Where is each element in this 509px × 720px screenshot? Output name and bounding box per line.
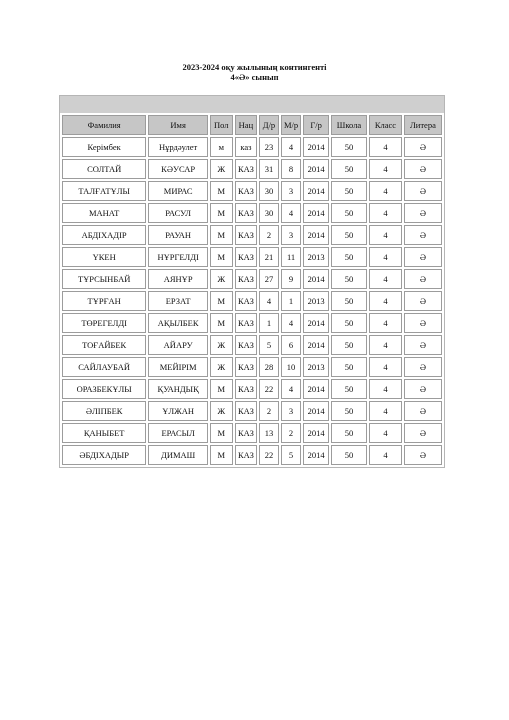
cell-name: МИРАС xyxy=(148,181,208,201)
cell-school: 50 xyxy=(331,247,367,267)
cell-birth-year: 2014 xyxy=(303,159,329,179)
cell-nationality: КАЗ xyxy=(235,335,258,355)
cell-letter: Ә xyxy=(404,335,442,355)
page-subtitle: 4«Ә» сынып xyxy=(230,72,279,82)
cell-school: 50 xyxy=(331,379,367,399)
table-row xyxy=(62,137,442,157)
cell-birth-year: 2013 xyxy=(303,247,329,267)
cell-birth-month: 3 xyxy=(281,181,302,201)
cell-class: 4 xyxy=(369,357,402,377)
cell-letter: Ә xyxy=(404,159,442,179)
cell-birth-day: 4 xyxy=(259,291,279,311)
column-header-school: Школа xyxy=(331,115,367,135)
cell-nationality: КАЗ xyxy=(235,291,258,311)
cell-surname: МАНАТ xyxy=(62,203,146,223)
cell-surname: САЙЛАУБАЙ xyxy=(62,357,146,377)
cell-gender: М xyxy=(210,379,233,399)
cell-nationality: КАЗ xyxy=(235,225,258,245)
cell-birth-day: 30 xyxy=(259,181,279,201)
cell-name: ҚУАНДЫҚ xyxy=(148,379,208,399)
cell-surname: СОЛТАЙ xyxy=(62,159,146,179)
cell-birth-month: 4 xyxy=(281,203,302,223)
cell-letter: Ә xyxy=(404,445,442,465)
cell-name: АЯНҰР xyxy=(148,269,208,289)
cell-name: НҰРГЕЛДІ xyxy=(148,247,208,267)
cell-nationality: КАЗ xyxy=(235,203,258,223)
cell-birth-month: 5 xyxy=(281,445,302,465)
cell-name: РАУАН xyxy=(148,225,208,245)
cell-gender: М xyxy=(210,203,233,223)
cell-birth-year: 2014 xyxy=(303,203,329,223)
cell-nationality: КАЗ xyxy=(235,181,258,201)
cell-birth-day: 5 xyxy=(259,335,279,355)
cell-birth-year: 2013 xyxy=(303,357,329,377)
cell-nationality: КАЗ xyxy=(235,159,258,179)
table-row xyxy=(62,445,442,465)
cell-letter: Ә xyxy=(404,181,442,201)
cell-school: 50 xyxy=(331,269,367,289)
cell-letter: Ә xyxy=(404,225,442,245)
cell-school: 50 xyxy=(331,335,367,355)
cell-surname: ҚАНЫБЕТ xyxy=(62,423,146,443)
table-row xyxy=(62,379,442,399)
cell-letter: Ә xyxy=(404,313,442,333)
cell-birth-day: 2 xyxy=(259,401,279,421)
cell-birth-day: 22 xyxy=(259,379,279,399)
cell-class: 4 xyxy=(369,379,402,399)
cell-school: 50 xyxy=(331,291,367,311)
cell-name: ЕРЗАТ xyxy=(148,291,208,311)
cell-birth-day: 27 xyxy=(259,269,279,289)
cell-gender: М xyxy=(210,247,233,267)
cell-gender: М xyxy=(210,181,233,201)
table-row xyxy=(62,291,442,311)
cell-birth-month: 9 xyxy=(281,269,302,289)
cell-birth-month: 2 xyxy=(281,423,302,443)
cell-letter: Ә xyxy=(404,247,442,267)
cell-nationality: КАЗ xyxy=(235,313,258,333)
cell-class: 4 xyxy=(369,445,402,465)
table-row xyxy=(62,159,442,179)
cell-name: РАСУЛ xyxy=(148,203,208,223)
cell-birth-month: 4 xyxy=(281,313,302,333)
cell-birth-day: 31 xyxy=(259,159,279,179)
cell-gender: М xyxy=(210,291,233,311)
cell-birth-year: 2014 xyxy=(303,423,329,443)
cell-birth-day: 28 xyxy=(259,357,279,377)
cell-name: КӘУСАР xyxy=(148,159,208,179)
cell-letter: Ә xyxy=(404,401,442,421)
column-header-birth-month: М/р xyxy=(281,115,302,135)
cell-surname: АБДІХАДІР xyxy=(62,225,146,245)
cell-surname: ӘБДІХАДЫР xyxy=(62,445,146,465)
cell-nationality: КАЗ xyxy=(235,401,258,421)
cell-school: 50 xyxy=(331,181,367,201)
cell-birth-day: 21 xyxy=(259,247,279,267)
cell-class: 4 xyxy=(369,269,402,289)
cell-birth-month: 3 xyxy=(281,401,302,421)
cell-school: 50 xyxy=(331,357,367,377)
cell-birth-year: 2014 xyxy=(303,313,329,333)
column-header-nationality: Нац xyxy=(235,115,258,135)
cell-class: 4 xyxy=(369,159,402,179)
cell-surname: ОРАЗБЕКҰЛЫ xyxy=(62,379,146,399)
table-row xyxy=(62,423,442,443)
cell-gender: М xyxy=(210,423,233,443)
cell-school: 50 xyxy=(331,401,367,421)
column-header-class: Класс xyxy=(369,115,402,135)
cell-letter: Ә xyxy=(404,357,442,377)
cell-name: Нұрдәулет xyxy=(148,137,208,157)
cell-letter: Ә xyxy=(404,291,442,311)
cell-gender: М xyxy=(210,445,233,465)
cell-name: ҰЛЖАН xyxy=(148,401,208,421)
cell-birth-year: 2014 xyxy=(303,269,329,289)
cell-birth-day: 1 xyxy=(259,313,279,333)
cell-school: 50 xyxy=(331,423,367,443)
cell-birth-month: 8 xyxy=(281,159,302,179)
cell-school: 50 xyxy=(331,445,367,465)
cell-name: АҚЫЛБЕК xyxy=(148,313,208,333)
column-header-name: Имя xyxy=(148,115,208,135)
column-header-birth-year: Г/р xyxy=(303,115,329,135)
cell-surname: ҮКЕН xyxy=(62,247,146,267)
cell-birth-month: 1 xyxy=(281,291,302,311)
cell-gender: Ж xyxy=(210,269,233,289)
cell-letter: Ә xyxy=(404,137,442,157)
cell-letter: Ә xyxy=(404,203,442,223)
table-row xyxy=(62,181,442,201)
cell-class: 4 xyxy=(369,203,402,223)
cell-school: 50 xyxy=(331,313,367,333)
table-row xyxy=(62,401,442,421)
table-header-row xyxy=(62,115,442,135)
cell-birth-month: 3 xyxy=(281,225,302,245)
cell-birth-year: 2014 xyxy=(303,225,329,245)
table-header-band xyxy=(59,95,445,113)
column-header-letter: Литера xyxy=(404,115,442,135)
cell-gender: Ж xyxy=(210,401,233,421)
cell-nationality: каз xyxy=(235,137,258,157)
cell-nationality: КАЗ xyxy=(235,423,258,443)
cell-class: 4 xyxy=(369,225,402,245)
cell-gender: М xyxy=(210,313,233,333)
cell-birth-year: 2014 xyxy=(303,335,329,355)
cell-birth-day: 13 xyxy=(259,423,279,443)
cell-birth-month: 11 xyxy=(281,247,302,267)
cell-birth-day: 2 xyxy=(259,225,279,245)
cell-letter: Ә xyxy=(404,423,442,443)
cell-surname: ТАЛҒАТҰЛЫ xyxy=(62,181,146,201)
cell-class: 4 xyxy=(369,247,402,267)
cell-birth-year: 2014 xyxy=(303,445,329,465)
cell-class: 4 xyxy=(369,181,402,201)
table-row xyxy=(62,203,442,223)
cell-nationality: КАЗ xyxy=(235,247,258,267)
contingent-table xyxy=(59,113,445,468)
column-header-gender: Пол xyxy=(210,115,233,135)
cell-letter: Ә xyxy=(404,379,442,399)
cell-class: 4 xyxy=(369,401,402,421)
table-row xyxy=(62,269,442,289)
cell-birth-day: 23 xyxy=(259,137,279,157)
table-row xyxy=(62,247,442,267)
table-row xyxy=(62,357,442,377)
cell-name: АЙАРУ xyxy=(148,335,208,355)
cell-surname: ТҰРСЫНБАЙ xyxy=(62,269,146,289)
cell-class: 4 xyxy=(369,335,402,355)
cell-name: ДИМАШ xyxy=(148,445,208,465)
cell-birth-year: 2014 xyxy=(303,137,329,157)
cell-class: 4 xyxy=(369,291,402,311)
column-header-surname: Фамилия xyxy=(62,115,146,135)
table-row xyxy=(62,313,442,333)
cell-gender: М xyxy=(210,225,233,245)
table-row xyxy=(62,335,442,355)
cell-birth-day: 30 xyxy=(259,203,279,223)
cell-school: 50 xyxy=(331,203,367,223)
cell-surname: ӘЛІПБЕК xyxy=(62,401,146,421)
cell-name: ЕРАСЫЛ xyxy=(148,423,208,443)
page-title: 2023-2024 оқу жылының контингенті xyxy=(182,62,327,72)
cell-class: 4 xyxy=(369,313,402,333)
cell-birth-year: 2014 xyxy=(303,379,329,399)
cell-gender: м xyxy=(210,137,233,157)
cell-surname: Керімбек xyxy=(62,137,146,157)
cell-birth-month: 6 xyxy=(281,335,302,355)
cell-nationality: КАЗ xyxy=(235,445,258,465)
cell-birth-year: 2014 xyxy=(303,181,329,201)
cell-surname: ТӨРЕГЕЛДІ xyxy=(62,313,146,333)
cell-school: 50 xyxy=(331,159,367,179)
cell-nationality: КАЗ xyxy=(235,269,258,289)
cell-surname: ТҰРҒАН xyxy=(62,291,146,311)
cell-gender: Ж xyxy=(210,357,233,377)
cell-birth-year: 2013 xyxy=(303,291,329,311)
cell-class: 4 xyxy=(369,423,402,443)
cell-surname: ТОҒАЙБЕК xyxy=(62,335,146,355)
cell-birth-month: 4 xyxy=(281,137,302,157)
table-row xyxy=(62,225,442,245)
table-body xyxy=(62,137,442,465)
cell-birth-month: 10 xyxy=(281,357,302,377)
cell-nationality: КАЗ xyxy=(235,379,258,399)
cell-name: МЕЙІРІМ xyxy=(148,357,208,377)
column-header-birth-day: Д/р xyxy=(259,115,279,135)
cell-nationality: КАЗ xyxy=(235,357,258,377)
cell-gender: Ж xyxy=(210,335,233,355)
cell-birth-month: 4 xyxy=(281,379,302,399)
cell-school: 50 xyxy=(331,225,367,245)
cell-school: 50 xyxy=(331,137,367,157)
cell-gender: Ж xyxy=(210,159,233,179)
cell-birth-day: 22 xyxy=(259,445,279,465)
cell-class: 4 xyxy=(369,137,402,157)
contingent-table-container xyxy=(59,95,445,468)
cell-birth-year: 2014 xyxy=(303,401,329,421)
cell-letter: Ә xyxy=(404,269,442,289)
